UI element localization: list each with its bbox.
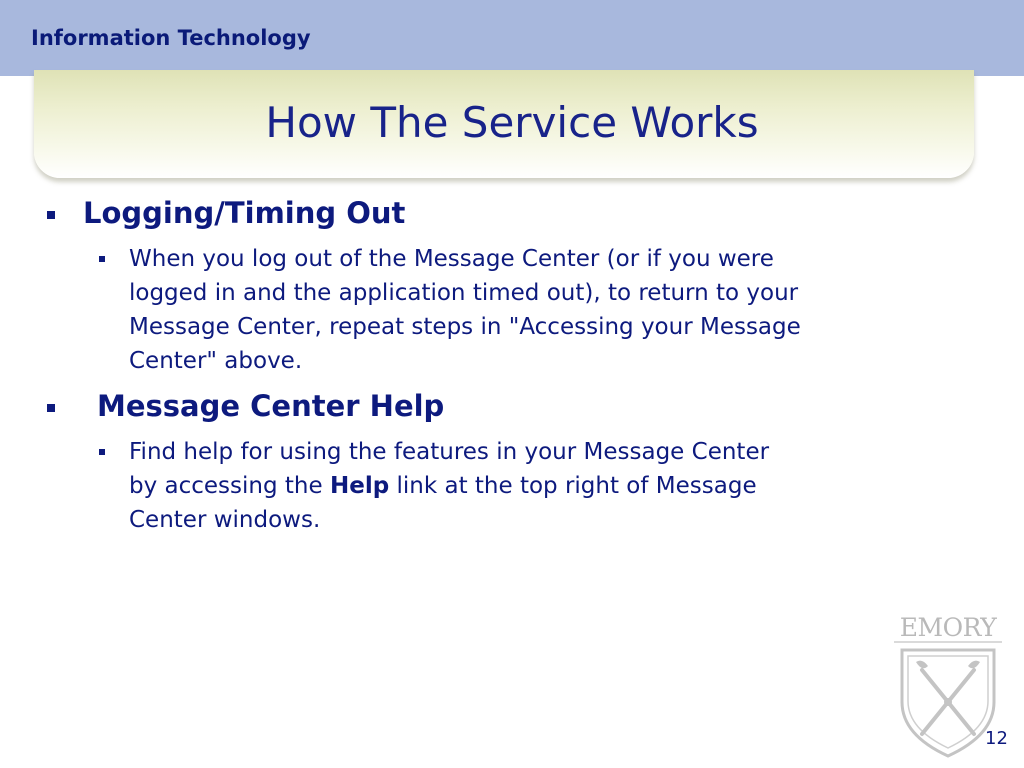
body-text-segment: by accessing the xyxy=(129,473,330,499)
department-name: Information Technology xyxy=(31,26,311,50)
section-heading-help: Message Center Help xyxy=(97,389,445,423)
body-line xyxy=(129,469,979,503)
slide-title: How The Service Works xyxy=(265,98,759,147)
sub-bullet-marker xyxy=(99,256,105,262)
body-line: Center" above. xyxy=(129,348,303,374)
page-number: 12 xyxy=(985,728,1008,749)
section-body-help xyxy=(129,435,979,537)
section-body-logging xyxy=(129,242,979,378)
body-line: When you log out of the Message Center (or if you were xyxy=(129,246,774,272)
bullet-marker xyxy=(47,404,55,412)
body-line: Center windows. xyxy=(129,507,321,533)
body-line: Message Center, repeat steps in "Accessing your Message xyxy=(129,314,801,340)
svg-text:EMORY: EMORY xyxy=(899,613,997,642)
section-heading-logging: Logging/Timing Out xyxy=(83,196,406,230)
sub-bullet-marker xyxy=(99,449,105,455)
body-line: logged in and the application timed out), to return to your xyxy=(129,280,799,306)
bullet-marker xyxy=(47,211,55,219)
help-link-text: Help xyxy=(329,473,390,499)
body-line: Find help for using the features in your Message Center xyxy=(129,439,770,465)
body-text-segment: link at the top right of Message xyxy=(389,473,757,499)
